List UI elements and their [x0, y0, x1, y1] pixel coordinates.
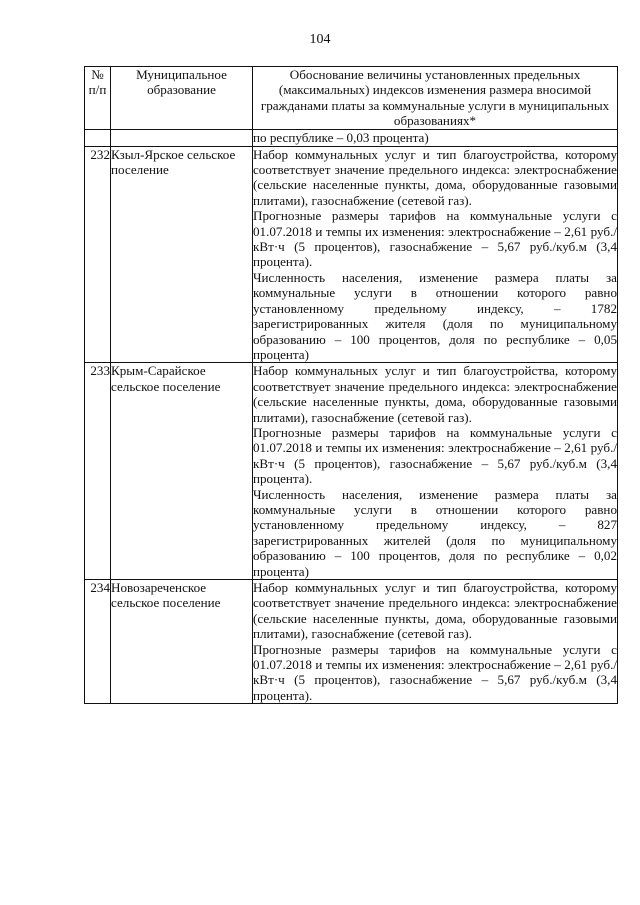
- continuation-num-cell: [85, 129, 111, 146]
- tariff-table: [84, 66, 618, 704]
- table-row: [85, 580, 618, 704]
- row-municipality: Крым-Сарайское сельское поселение: [111, 363, 253, 580]
- population-paragraph: Численность населения, изменение размера платы за коммунальные услуги в отношении которого равно установленному предельному индексу, – 1782 зарегистрированных жителя (доля по муниципальному образованию – 100 процентов, доля по республике – 0,05 процента): [253, 269, 617, 362]
- row-municipality: Кзыл-Ярское сельское поселение: [111, 146, 253, 363]
- header-municipality: Муниципальное образование: [111, 67, 253, 130]
- header-number: № п/п: [85, 67, 111, 130]
- population-paragraph: Численность населения, изменение размера платы за коммунальные услуги в отношении которого равно установленному предельному индексу, – 827 зарегистрированных жителей (доля по муниципальному образованию – 100 процентов, доля по республике – 0,02 процента): [253, 486, 617, 579]
- utility-set-paragraph: Набор коммунальных услуг и тип благоустройства, которому соответствует значение предельного индекса: электроснабжение (сельские населенные пункты, дома, оборудованные газовыми плитами), газоснабжение (сетевой газ).: [253, 146, 617, 208]
- continuation-text: по республике – 0,03 процента): [253, 129, 618, 146]
- table-row: [85, 363, 618, 580]
- continuation-mun-cell: [111, 129, 253, 146]
- table-header-row: [85, 67, 618, 130]
- row-number: 234: [85, 580, 111, 704]
- page-number: 104: [309, 32, 331, 47]
- row-justification: [253, 146, 618, 363]
- utility-set-paragraph: Набор коммунальных услуг и тип благоустройства, которому соответствует значение предельного индекса: электроснабжение (сельские населенные пункты, дома, оборудованные газовыми плитами), газоснабжение (сетевой газ).: [253, 580, 617, 642]
- tariff-paragraph: Прогнозные размеры тарифов на коммунальные услуги с 01.07.2018 и темпы их изменения: электроснабжение – 2,61 руб./кВт·ч (5 процентов), газоснабжение – 5,67 руб./куб.м (3,4 процента).: [253, 424, 617, 487]
- utility-set-paragraph: Набор коммунальных услуг и тип благоустройства, которому соответствует значение предельного индекса: электроснабжение (сельские населенные пункты, дома, оборудованные газовыми плитами), газоснабжение (сетевой газ).: [253, 363, 617, 425]
- row-municipality: Новозареченское сельское поселение: [111, 580, 253, 704]
- row-number: 232: [85, 146, 111, 363]
- continuation-row: [85, 129, 618, 146]
- table-row: [85, 146, 618, 363]
- row-justification: [253, 580, 618, 704]
- tariff-paragraph: Прогнозные размеры тарифов на коммунальные услуги с 01.07.2018 и темпы их изменения: электроснабжение – 2,61 руб./кВт·ч (5 процентов), газоснабжение – 5,67 руб./куб.м (3,4 процента).: [253, 208, 617, 270]
- row-justification: [253, 363, 618, 580]
- row-number: 233: [85, 363, 111, 580]
- header-justification: Обоснование величины установленных предельных (максимальных) индексов изменения размера вносимой гражданами платы за коммунальные услуги в муниципальных образованиях*: [253, 67, 618, 130]
- tariff-paragraph: Прогнозные размеры тарифов на коммунальные услуги с 01.07.2018 и темпы их изменения: электроснабжение – 2,61 руб./кВт·ч (5 процентов), газоснабжение – 5,67 руб./куб.м (3,4 процента).: [253, 641, 617, 703]
